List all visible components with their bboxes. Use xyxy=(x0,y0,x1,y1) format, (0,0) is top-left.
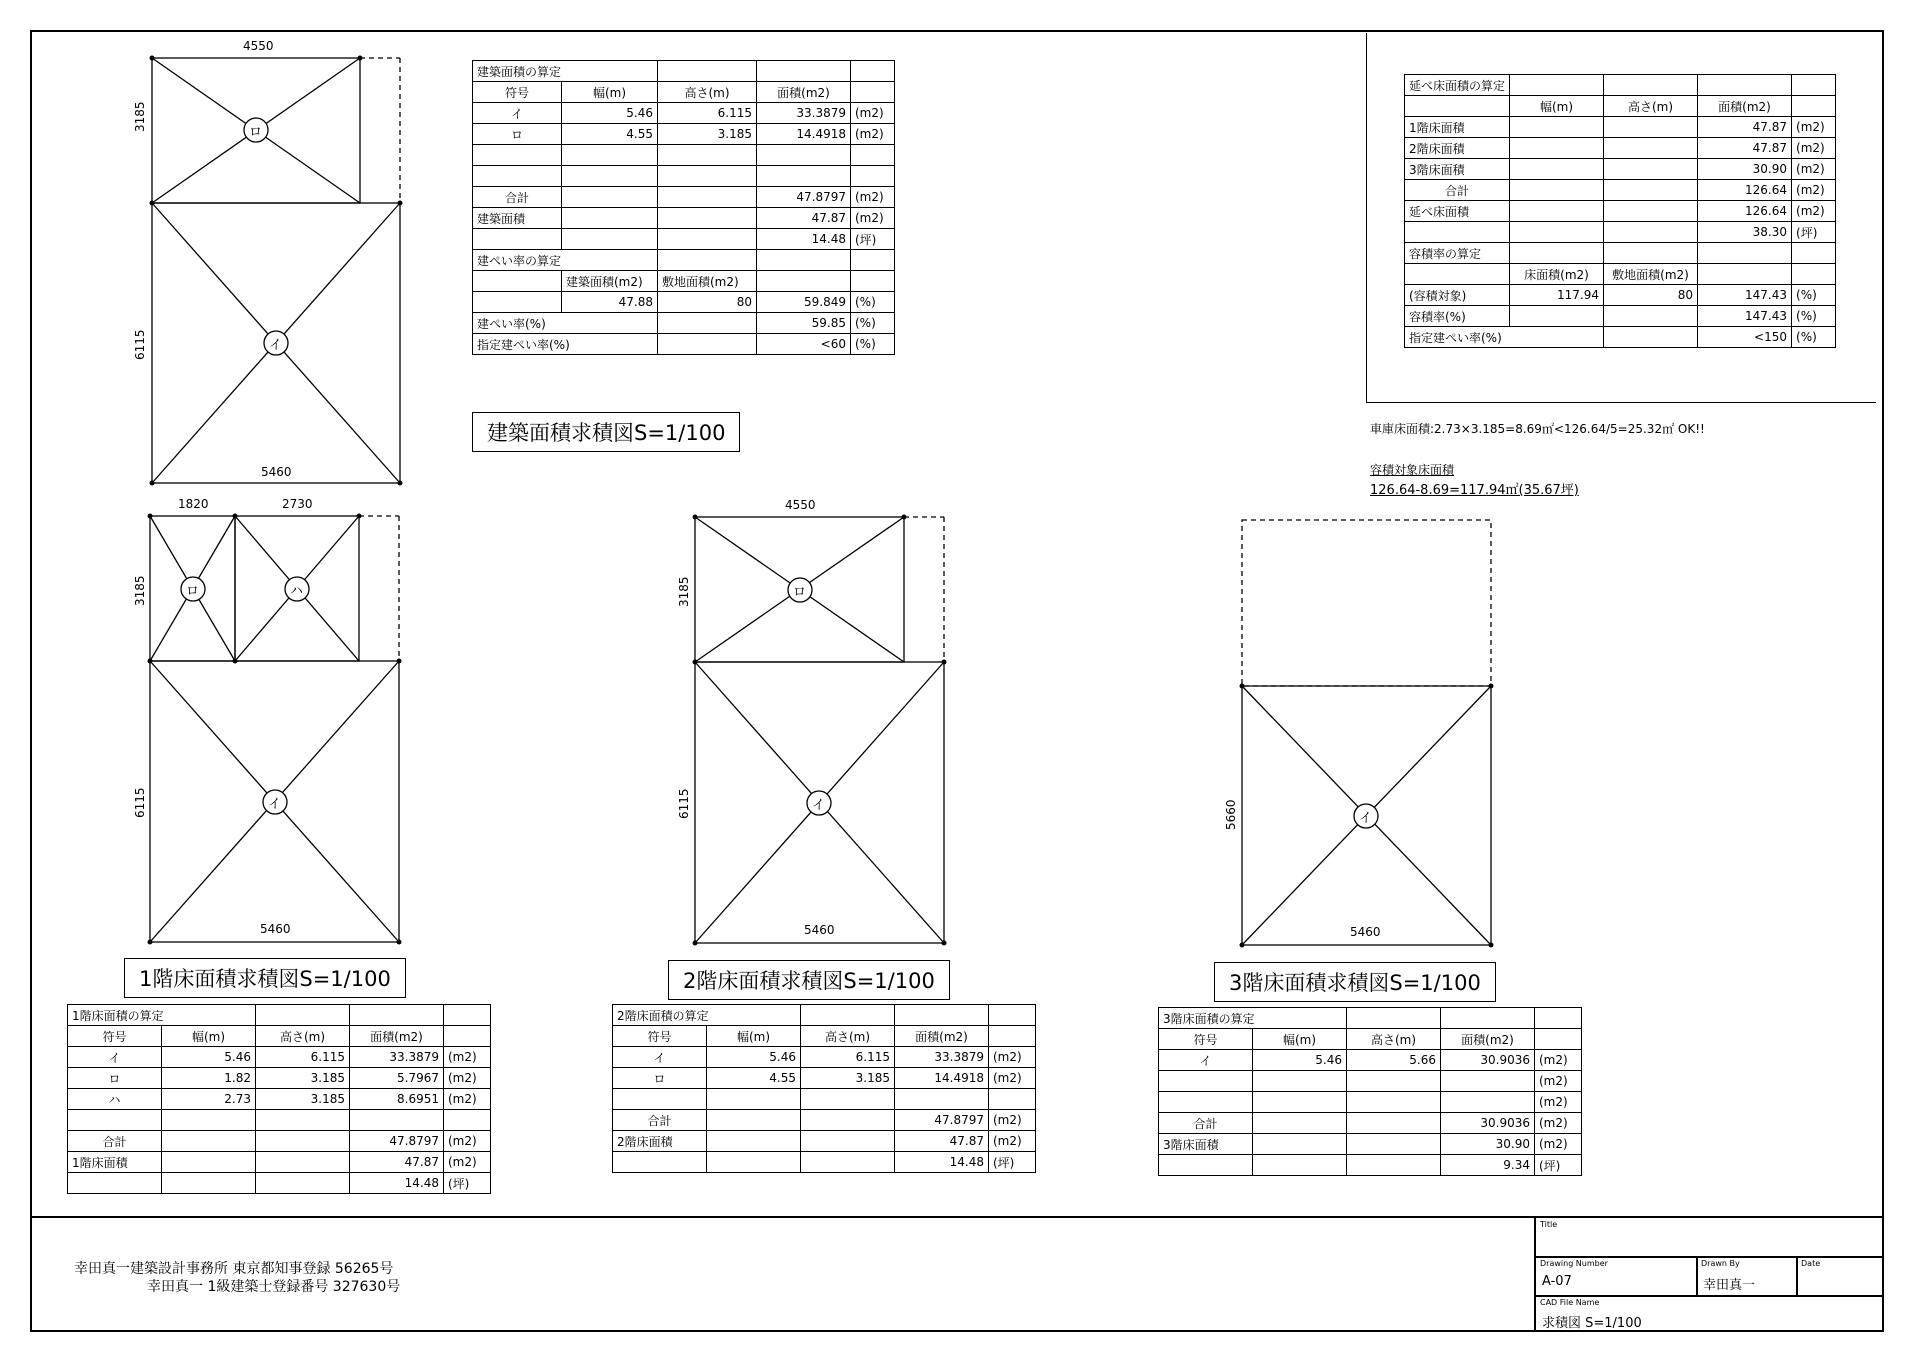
dim-top: 4550 xyxy=(243,39,274,53)
label-ro: ロ xyxy=(793,585,807,600)
cad-label: CAD File Name xyxy=(1540,1298,1600,1307)
title-label: Title xyxy=(1540,1220,1558,1229)
table-row: 38.30 (坪) xyxy=(1405,222,1836,243)
cad-name: 求積図 S=1/100 xyxy=(1542,1316,1642,1331)
floor1-title: 1階床面積求積図S=1/100 xyxy=(124,958,406,998)
table-row: 合計 126.64 (m2) xyxy=(1405,180,1836,201)
title-block-divider xyxy=(30,1216,1884,1218)
dim-bottom: 5460 xyxy=(260,922,291,936)
dim-left-upper: 3185 xyxy=(677,576,691,607)
target-title: 容積対象床面積 xyxy=(1370,463,1455,477)
label-ro: ロ xyxy=(186,584,200,599)
table-row: ハ 2.73 3.185 8.6951 (m2) xyxy=(68,1089,491,1110)
office-line2: 幸田真一 1級建築士登録番号 327630号 xyxy=(147,1279,401,1295)
dim-left-upper: 3185 xyxy=(133,101,147,132)
garage-note: 車庫床面積:2.73×3.185=8.69㎡<126.64/5=25.32㎡ OK!! xyxy=(1370,422,1705,436)
label-ro: ロ xyxy=(249,125,263,140)
table-row: 延べ床面積 126.64 (m2) xyxy=(1405,201,1836,222)
office-line1: 幸田真一建築設計事務所 東京都知事登録 56265号 xyxy=(74,1261,394,1277)
table-row: ロ 4.55 3.185 14.4918 (m2) xyxy=(473,124,895,145)
drawing-number: A-07 xyxy=(1542,1274,1572,1289)
dim-top-b: 2730 xyxy=(282,497,313,511)
table-row: イ 5.46 6.115 33.3879 (m2) xyxy=(473,103,895,124)
label-i: イ xyxy=(269,338,283,353)
table-row: イ 5.46 6.115 33.3879 (m2) xyxy=(613,1047,1036,1068)
dim-left-lower: 6115 xyxy=(133,787,147,818)
floor3-table: 3階床面積の算定 符号 幅(m) 高さ(m) 面積(m2) イ 5.46 5.66 30.9036 (m2) (m2) (m2) 合計 30.9036 (m2) 3階床面積 30.90 (m2) 9.34 (坪) xyxy=(1158,1007,1582,1176)
dim-bottom: 5460 xyxy=(1350,925,1381,939)
drawn-by-label: Drawn By xyxy=(1701,1259,1740,1268)
building-area-table: 建築面積の算定 符号 幅(m) 高さ(m) 面積(m2) イ 5.46 6.115 33.3879 (m2) ロ 4.55 3.185 14.4918 (m2) 合計 47.8797 (m2) 建築面積 47.87 (m2) 14.48 (坪) 建ぺい率の算定 建築面積(m2) 敷地面積(m2) 47.88 80 59.849 (%) 建ぺい率(%) 59.85 (%) 指定建ぺい率(%) <60 (%) xyxy=(472,60,895,355)
date-label: Date xyxy=(1801,1259,1821,1268)
drawn-by: 幸田真一 xyxy=(1703,1278,1756,1293)
table-row: ロ 1.82 3.185 5.7967 (m2) xyxy=(68,1068,491,1089)
label-ha: ハ xyxy=(290,584,304,599)
dim-bottom: 5460 xyxy=(261,465,292,479)
total-floor-table: 延べ床面積の算定 幅(m) 高さ(m) 面積(m2) 1階床面積 47.87 (m2) 2階床面積 47.87 (m2) 3階床面積 30.90 (m2) 合計 126.64 (m2) 延べ床面積 126.64 (m2) 38.30 (坪) 容積率の算定 床面積(m2) 敷地面積(m2) (容積対象) 117.94 80 147.43 (%) 容積率(%) 147.43 (%) 指定建ぺい率(%) <150 (%) xyxy=(1404,74,1836,348)
label-i: イ xyxy=(1359,811,1373,826)
table-row: 1階床面積 47.87 (m2) xyxy=(1405,117,1836,138)
table-row: イ 5.46 6.115 33.3879 (m2) xyxy=(68,1047,491,1068)
table-row: イ 5.46 5.66 30.9036 (m2) xyxy=(1159,1050,1582,1071)
dim-bottom: 5460 xyxy=(804,923,835,937)
floor1-table: 1階床面積の算定 符号 幅(m) 高さ(m) 面積(m2) イ 5.46 6.115 33.3879 (m2) ロ 1.82 3.185 5.7967 (m2) ハ 2.73 3.185 8.6951 (m2) 合計 47.8797 (m2) 1階床面積 47.87 (m2) 14.48 (坪) xyxy=(67,1004,491,1194)
table-row: ロ 4.55 3.185 14.4918 (m2) xyxy=(613,1068,1036,1089)
floor2-title: 2階床面積求積図S=1/100 xyxy=(668,960,950,1000)
dim-top-a: 1820 xyxy=(178,497,209,511)
dim-left-upper: 3185 xyxy=(133,575,147,606)
label-i: イ xyxy=(812,798,826,813)
table-row: 3階床面積 30.90 (m2) xyxy=(1405,159,1836,180)
drawing-number-label: Drawing Number xyxy=(1540,1259,1608,1268)
dim-left-lower: 6115 xyxy=(677,788,691,819)
floor2-table: 2階床面積の算定 符号 幅(m) 高さ(m) 面積(m2) イ 5.46 6.115 33.3879 (m2) ロ 4.55 3.185 14.4918 (m2) 合計 47.8797 (m2) 2階床面積 47.87 (m2) 14.48 (坪) xyxy=(612,1004,1036,1173)
floor3-title: 3階床面積求積図S=1/100 xyxy=(1214,962,1496,1002)
dim-left: 5660 xyxy=(1224,799,1238,830)
building-area-title: 建築面積求積図S=1/100 xyxy=(472,412,740,452)
target-calc: 126.64-8.69=117.94㎡(35.67坪) xyxy=(1370,483,1579,498)
dim-left-lower: 6115 xyxy=(133,329,147,360)
dim-top: 4550 xyxy=(785,498,816,512)
label-i: イ xyxy=(268,797,282,812)
table-row: 2階床面積 47.87 (m2) xyxy=(1405,138,1836,159)
